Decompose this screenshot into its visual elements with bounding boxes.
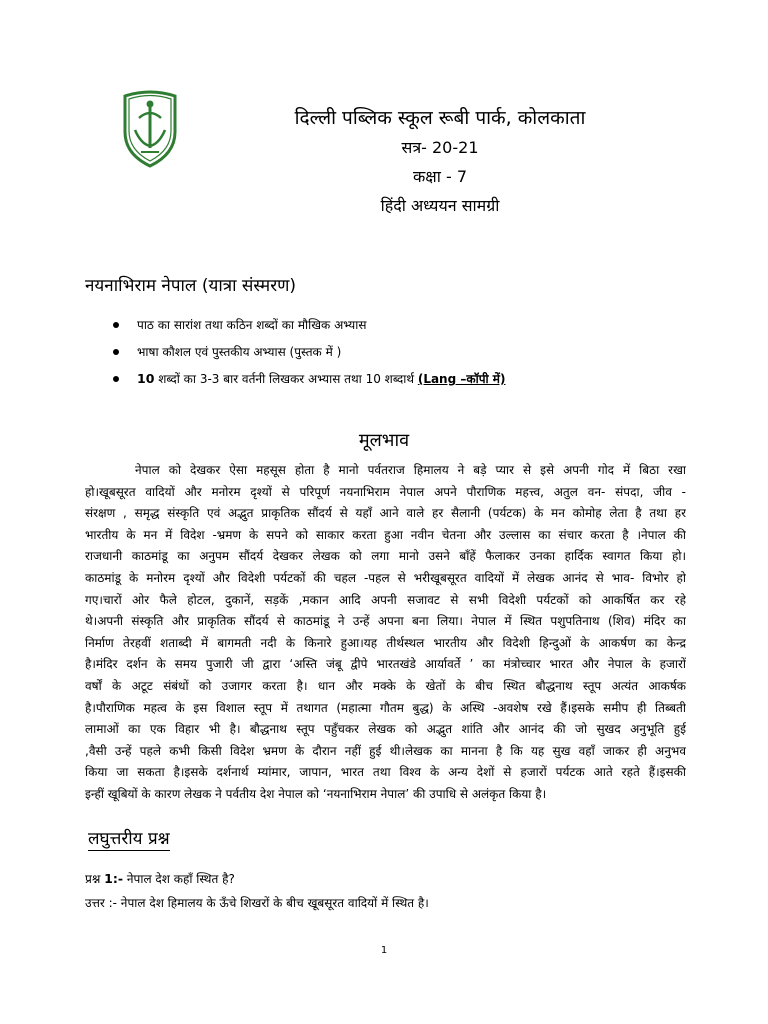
summary-line: हो।खूबसूरत वादियों और मनोरम दृश्यों से परिपूर्ण नयनाभिराम नेपाल अपने पौराणिक महत्त्व, अतुल वन- संपदा, जीव -	[85, 484, 686, 499]
task-item	[113, 316, 505, 343]
task-text: पाठ का सारांश तथा कठिन शब्दों का मौखिक अभ्यास	[137, 318, 367, 332]
material-label: हिंदी अध्ययन सामग्री	[380, 196, 500, 215]
task-list	[113, 316, 505, 397]
answer-label: उत्तर :-	[85, 896, 117, 910]
page-number: 1	[380, 945, 388, 956]
summary-line: थे।अपनी संस्कृति और प्राकृतिक सौंदर्य से काठमांडू ने उन्हें अपना बना लिया। नेपाल में स्थित पशुपतिनाथ (शिव) मंदिर का	[85, 614, 686, 629]
class-label: कक्षा - 7	[412, 167, 468, 186]
school-logo	[119, 88, 181, 168]
summary-line: है।पौराणिक महत्व के इस विशाल स्तूप में तथागत (महात्मा गौतम बुद्ध) के अस्थि -अवशेष रखे हैं।इसके समीप ही तिब्बती	[85, 700, 686, 715]
task-suffix: (Lang –कॉपी में)	[417, 372, 506, 386]
task-prefix: 10	[137, 371, 155, 386]
task-item	[113, 370, 505, 397]
answer-1	[85, 894, 429, 911]
task-text: भाषा कौशल एवं पुस्तकीय अभ्यास (पुस्तक में )	[137, 345, 342, 359]
summary-line: संरक्षण , समृद्ध संस्कृति एवं अद्भुत प्राकृतिक सौंदर्य से यहाँ आने वाले हर सैलानी (पर्यटक) के मन कोमोह लेता है तथा हर	[85, 506, 686, 521]
summary-line: निर्माण तेरहवीं शताब्दी में बागमती नदी के किनारे हुआ।यह तीर्थस्थल भारतीय और विदेशी हिन्दुओं के आकर्षण का केन्द्र	[85, 635, 686, 650]
summary-line: लामाओं का एक विहार भी है। बौद्धनाथ स्तूप पहुँचकर लेखक को अद्भुत शांति और आनंद की जो सुखद अनुभूति हुई	[85, 722, 686, 737]
question-label: प्रश्न	[85, 872, 101, 886]
answer-text: नेपाल देश हिमालय के ऊँचे शिखरों के बीच खूबसूरत वादियों में स्थित है।	[120, 896, 429, 910]
summary-line: राजधानी काठमांडू का अनुपम सौंदर्य देखकर लेखक को लगा मानो उसने बाँहें फैलाकर उनका हार्दिक स्वागत किया हो।	[85, 549, 686, 564]
short-answer-heading: लघुत्तरीय प्रश्न	[88, 826, 170, 851]
summary-line: भारतीय के मन में विदेश -भ्रमण के सपने को साकार करता हुआ नवीन चेतना और उल्लास का संचार करता है ।नेपाल की	[85, 527, 686, 542]
summary-line: गए।चारों ओर फैले होटल, दुकानें, सड़कें ,मकान आदि अपनी सजावट से सभी विदेशी पर्यटकों को आकर्षित कर रहे	[85, 592, 686, 607]
question-text: नेपाल देश कहाँ स्थित है?	[126, 872, 235, 886]
summary-line: नेपाल को देखकर ऐसा महसूस होता है मानो पर्वतराज हिमालय ने बड़े प्यार से इसे अपनी गोद में बिठा रखा	[135, 463, 686, 477]
school-name: दिल्ली पब्लिक स्कूल रूबी पार्क, कोलकाता	[294, 107, 586, 129]
summary-heading: मूलभाव	[358, 430, 410, 451]
task-text: शब्दों का 3-3 बार वर्तनी लिखकर अभ्यास तथा 10 शब्दार्थ	[158, 372, 414, 386]
summary-line: इन्हीं खूबियों के कारण लेखक ने पर्वतीय देश नेपाल को ‘नयनाभिराम नेपाल’ की उपाधि से अलंकृत किया है।	[85, 786, 547, 801]
summary-line: है।मंदिर दर्शन के समय पुजारी जी द्वारा ‘अस्ति जंबू द्वीपे भारतखंडे आर्यावर्ते ’ का मंत्रोच्चार भारत और नेपाल के हजारों	[85, 657, 686, 672]
summary-line: किया जा सकता है।इसके दर्शनार्थ म्यांमार, जापान, भारत तथा विश्व के अन्य देशों से हजारों पर्यटक आते रहते हैं।इसकी	[85, 765, 686, 780]
task-item	[113, 343, 505, 370]
summary-line: काठमांडू के मनोरम दृश्यों और विदेशी पर्यटकों की चहल -पहल से भरीखूबसूरत वादियों में लेखक आनंद से भाव- विभोर हो	[85, 570, 686, 585]
summary-paragraph	[85, 460, 686, 806]
session-label: सत्र- 20-21	[401, 138, 479, 157]
summary-line: वर्षों के अटूट संबंधों को उजागर करता है। धान और मक्के के खेतों के बीच स्थित बौद्धनाथ स्तूप अत्यंत आकर्षक	[85, 678, 686, 693]
question-1	[85, 870, 235, 887]
lesson-title: नयनाभिराम नेपाल (यात्रा संस्मरण)	[85, 276, 297, 296]
summary-line: ,वैसी उन्हें पहले कभी किसी विदेश भ्रमण के दौरान नहीं हुई थी।लेखक का मानना है कि यह सुख वहाँ जाकर ही अनुभव	[85, 743, 686, 758]
question-number: 1:-	[104, 871, 124, 886]
